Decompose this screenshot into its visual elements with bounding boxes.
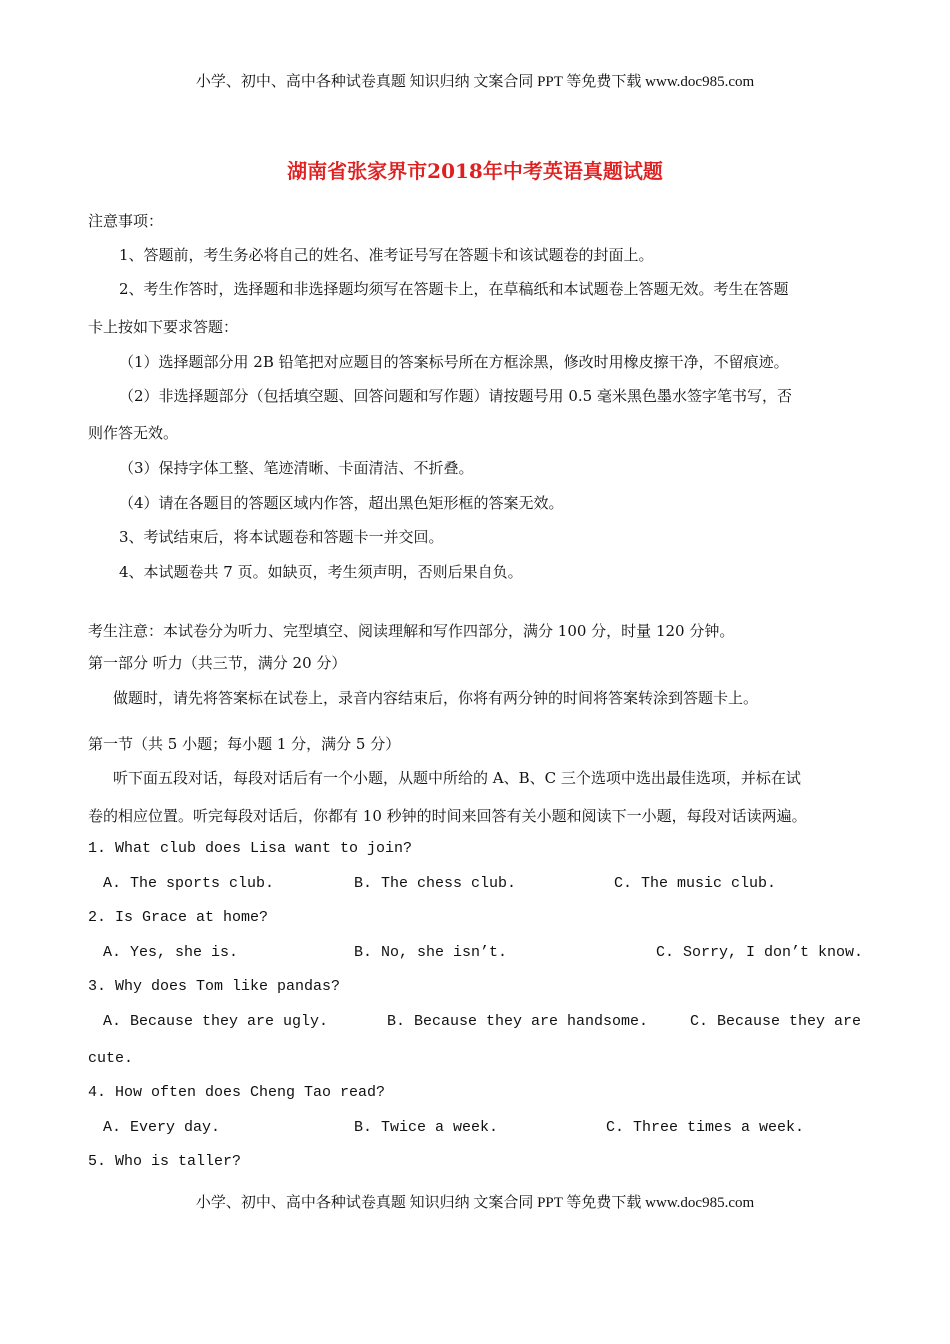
notice-item-2-line-1: 2、考生作答时，选择题和非选择题均须写在答题卡上，在草稿纸和本试题卷上答题无效。考生在答题 bbox=[119, 280, 789, 298]
part-1-heading: 第一部分 听力（共三节，满分 20 分） bbox=[88, 654, 347, 672]
page-header: 小学、初中、高中各种试卷真题 知识归纳 文案合同 PPT 等免费下载 www.doc985.com bbox=[195, 74, 755, 90]
question-3-option-c: C. Because they are bbox=[690, 1013, 862, 1030]
question-4-option-b: B. Twice a week. bbox=[354, 1119, 499, 1136]
question-4-option-c: C. Three times a week. bbox=[606, 1119, 805, 1136]
question-2-option-c: C. Sorry, I don’t know. bbox=[656, 944, 864, 961]
notice-sub-3: （3）保持字体工整、笔迹清晰、卡面清洁、不折叠。 bbox=[119, 459, 474, 477]
exam-note: 考生注意：本试卷分为听力、完型填空、阅读理解和写作四部分，满分 100 分，时量 120 分钟。 bbox=[88, 622, 735, 640]
page-footer: 小学、初中、高中各种试卷真题 知识归纳 文案合同 PPT 等免费下载 www.doc985.com bbox=[195, 1195, 755, 1211]
notice-item-3: 3、考试结束后，将本试题卷和答题卡一并交回。 bbox=[119, 528, 444, 546]
question-3-option-b: B. Because they are handsome. bbox=[387, 1013, 649, 1030]
section-1-instruction-line-2: 卷的相应位置。听完每段对话后，你都有 10 秒钟的时间来回答有关小题和阅读下一小题，每段对话读两遍。 bbox=[88, 807, 807, 825]
question-2-option-b: B. No, she isn’t. bbox=[354, 944, 508, 961]
question-1: 1. What club does Lisa want to join? bbox=[88, 840, 413, 857]
question-3: 3. Why does Tom like pandas? bbox=[88, 978, 341, 995]
question-4: 4. How often does Cheng Tao read? bbox=[88, 1084, 386, 1101]
question-1-option-b: B. The chess club. bbox=[354, 875, 517, 892]
question-1-option-a: A. The sports club. bbox=[103, 875, 275, 892]
notice-item-1: 1、答题前，考生务必将自己的姓名、准考证号写在答题卡和该试题卷的封面上。 bbox=[119, 246, 654, 264]
question-2: 2. Is Grace at home? bbox=[88, 909, 269, 926]
notice-sub-4: （4）请在各题目的答题区域内作答，超出黑色矩形框的答案无效。 bbox=[119, 494, 564, 512]
part-1-instruction: 做题时，请先将答案标在试卷上，录音内容结束后，你将有两分钟的时间将答案转涂到答题卡上。 bbox=[113, 689, 759, 707]
section-1-heading: 第一节（共 5 小题；每小题 1 分，满分 5 分） bbox=[88, 735, 401, 753]
question-2-option-a: A. Yes, she is. bbox=[103, 944, 239, 961]
notice-item-4: 4、本试题卷共 7 页。如缺页，考生须声明，否则后果自负。 bbox=[119, 563, 523, 581]
notice-sub-1: （1）选择题部分用 2B 铅笔把对应题目的答案标号所在方框涂黑，修改时用橡皮擦干净，不留痕迹。 bbox=[119, 353, 789, 371]
question-3-option-a: A. Because they are ugly. bbox=[103, 1013, 329, 1030]
question-3-option-c-continued: cute. bbox=[88, 1050, 134, 1067]
notice-sub-2-line-2: 则作答无效。 bbox=[88, 424, 179, 442]
notice-item-2-line-2: 卡上按如下要求答题： bbox=[88, 318, 239, 336]
question-1-option-c: C. The music club. bbox=[614, 875, 777, 892]
notice-heading: 注意事项： bbox=[88, 212, 164, 230]
document-title: 湖南省张家界市2018年中考英语真题试题 bbox=[287, 159, 663, 183]
notice-sub-2-line-1: （2）非选择题部分（包括填空题、回答问题和写作题）请按题号用 0.5 毫米黑色墨水签字笔书写，否 bbox=[119, 387, 792, 405]
question-5: 5. Who is taller? bbox=[88, 1153, 242, 1170]
section-1-instruction-line-1: 听下面五段对话，每段对话后有一个小题，从题中所给的 A、B、C 三个选项中选出最佳选项，并标在试 bbox=[113, 769, 801, 787]
question-4-option-a: A. Every day. bbox=[103, 1119, 221, 1136]
